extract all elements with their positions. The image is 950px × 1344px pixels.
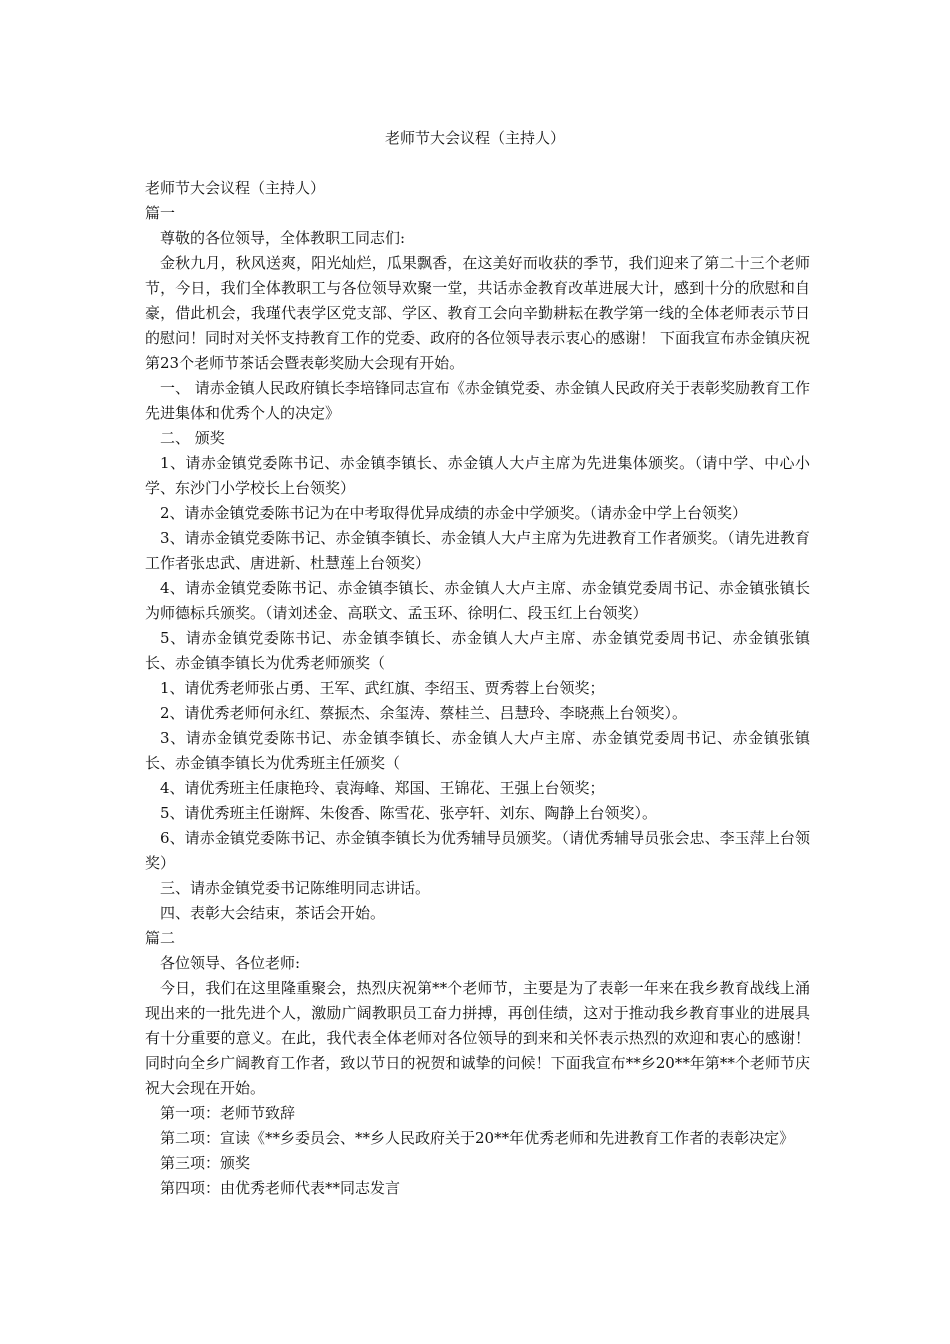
- subtitle-paragraph: 老师节大会议程（主持人）: [145, 179, 326, 197]
- salutation-paragraph: 尊敬的各位领导，全体教职工同志们:: [160, 229, 406, 247]
- agenda-item: 第二项：宣读《**乡委员会、**乡人民政府关于20**年优秀老师和先进教育工作者的表彰决定》: [160, 1129, 795, 1147]
- agenda-item: 一、 请赤金镇人民政府镇长李培锋同志宣布《赤金镇党委、赤金镇人民政府关于表彰奖励教育工作先进集体和优秀个人的决定》: [145, 379, 810, 422]
- agenda-item: 第一项：老师节致辞: [160, 1104, 296, 1122]
- document-body: [145, 176, 810, 1201]
- award-item: 5、请优秀班主任谢辉、朱俊香、陈雪花、张亭轩、刘东、陶静上台领奖）。: [160, 804, 658, 822]
- agenda-item: 第三项：颁奖: [160, 1154, 251, 1172]
- award-item: 2、请赤金镇党委陈书记为在中考取得优异成绩的赤金中学颁奖。（请赤金中学上台领奖）: [160, 504, 748, 522]
- award-item: 1、请赤金镇党委陈书记、赤金镇李镇长、赤金镇人大卢主席为先进集体颁奖。（请中学、中心小学、东沙门小学校长上台领奖）: [145, 454, 810, 497]
- award-item: 5、请赤金镇党委陈书记、赤金镇李镇长、赤金镇人大卢主席、赤金镇党委周书记、赤金镇张镇长、赤金镇李镇长为优秀老师颁奖（: [145, 629, 810, 672]
- award-item: 6、请赤金镇党委陈书记、赤金镇李镇长为优秀辅导员颁奖。（请优秀辅导员张会忠、李玉萍上台领奖）: [145, 829, 810, 872]
- award-item: 4、请赤金镇党委陈书记、赤金镇李镇长、赤金镇人大卢主席、赤金镇党委周书记、赤金镇张镇长为师德标兵颁奖。（请刘述金、高联文、孟玉环、徐明仁、段玉红上台领奖）: [145, 579, 810, 622]
- section-heading-1: 篇一: [145, 204, 176, 222]
- agenda-item: 四、表彰大会结束，茶话会开始。: [160, 904, 386, 922]
- body-paragraph: 金秋九月，秋风送爽，阳光灿烂，瓜果飘香，在这美好而收获的季节，我们迎来了第二十三个老师节，今日，我们全体教职工与各位领导欢聚一堂，共话赤金教育改革进展大计，感到十分的欣慰和自豪，借此机会，我瑾代表学区党支部、学区、教育工会向辛勤耕耘在教学第一线的全体老师表示节日的慰问！同时对关怀支持教育工作的党委、政府的各位领导表示衷心的感谢！ 下面我宣布赤金镇庆祝第23个老师节茶话会暨表彰奖励大会现有开始。: [145, 254, 810, 372]
- agenda-item: 第四项：由优秀老师代表**同志发言: [160, 1179, 401, 1197]
- award-item: 2、请优秀老师何永红、蔡振杰、余玺涛、蔡桂兰、吕慧玲、李晓燕上台领奖）。: [160, 704, 688, 722]
- award-item: 3、请赤金镇党委陈书记、赤金镇李镇长、赤金镇人大卢主席、赤金镇党委周书记、赤金镇张镇长、赤金镇李镇长为优秀班主任颁奖（: [145, 729, 810, 772]
- award-item: 4、请优秀班主任康艳玲、袁海峰、郑国、王锦花、王强上台领奖；: [160, 779, 605, 797]
- document-title: 老师节大会议程（主持人）: [384, 129, 565, 147]
- body-paragraph: 今日，我们在这里隆重聚会，热烈庆祝第**个老师节，主要是为了表彰一年来在我乡教育战线上涌现出来的一批先进个人，激励广阔教职员工奋力拼搏，再创佳绩，这对于推动我乡教育事业的进展具有十分重要的意义。在此，我代表全体老师对各位领导的到来和关怀表示热烈的欢迎和衷心的感谢！同时向全乡广阔教育工作者，致以节日的祝贺和诚挚的问候！下面我宣布**乡20**年第**个老师节庆祝大会现在开始。: [145, 979, 810, 1097]
- agenda-item: 二、 颁奖: [160, 429, 225, 447]
- award-item: 3、请赤金镇党委陈书记、赤金镇李镇长、赤金镇人大卢主席为先进教育工作者颁奖。（请先进教育工作者张忠武、唐进新、杜慧莲上台领奖）: [145, 529, 810, 572]
- award-item: 1、请优秀老师张占勇、王军、武红旗、李绍玉、贾秀蓉上台领奖；: [160, 679, 605, 697]
- agenda-item: 三、请赤金镇党委书记陈维明同志讲话。: [160, 879, 431, 897]
- salutation-paragraph: 各位领导、各位老师:: [160, 954, 301, 972]
- section-heading-2: 篇二: [145, 929, 176, 947]
